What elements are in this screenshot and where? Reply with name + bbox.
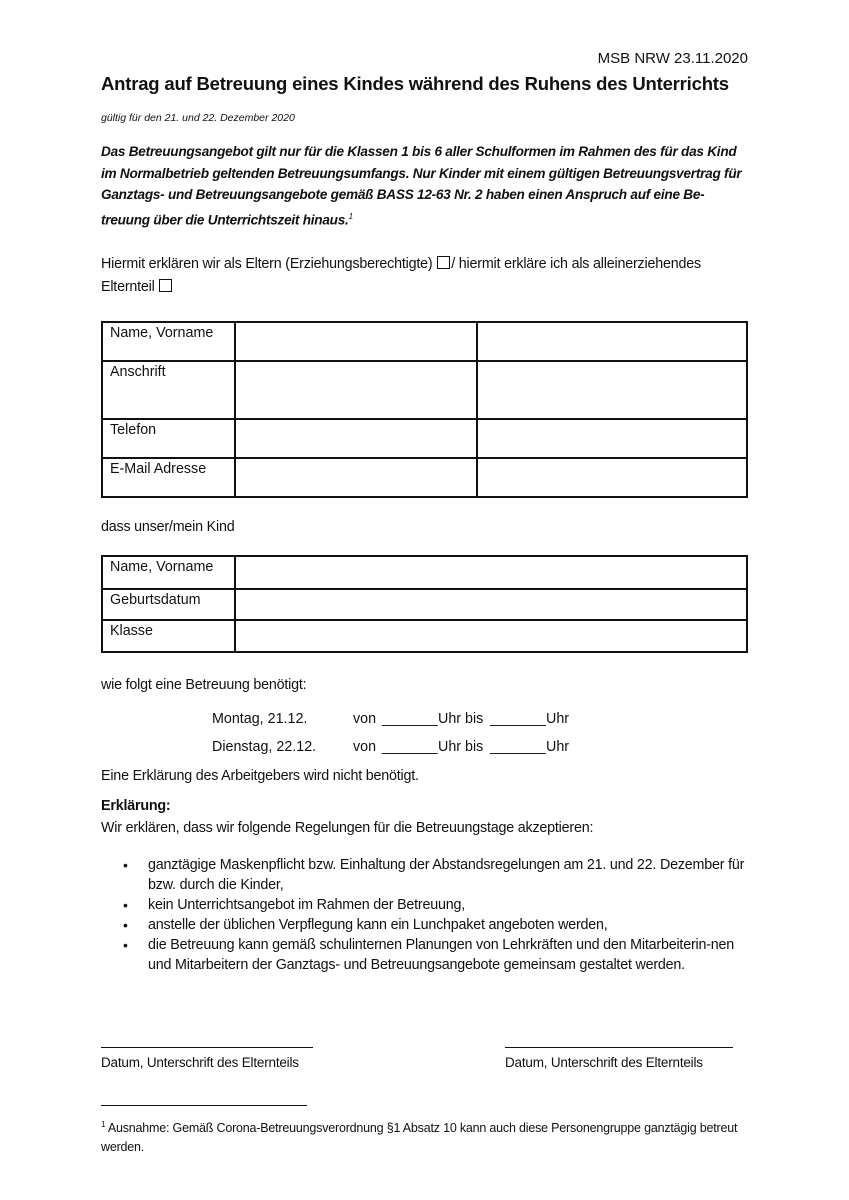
parent2-email-field[interactable] [477,458,747,497]
page-title: Antrag auf Betreuung eines Kindes während des Ruhens des Unterrichts [101,73,729,94]
row-label-birthdate: Geburtsdatum [102,589,235,620]
footnote [101,1115,751,1157]
row-label-name: Name, Vorname [102,322,235,361]
list-item: • anstelle der üblichen Verpflegung kann ein Lunchpaket angeboten werden, [101,915,761,935]
parent1-name-field[interactable] [235,322,477,361]
parent-declaration [101,253,751,299]
footnote-number: 1 [101,1120,106,1129]
parent1-address-field[interactable] [235,361,477,419]
schedule-end-label: Uhr [546,711,570,727]
tuesday-from-time-field[interactable]: _______ [382,739,438,755]
validity-note: gültig für den 21. und 22. Dezember 2020 [101,112,295,124]
checkbox-parents[interactable] [437,256,450,269]
signature-line-left[interactable] [101,1047,313,1048]
list-item: • die Betreuung kann gemäß schulinternen Planungen von Lehrkräften und den Mitarbeiterin-nen und Mitarbeitern der Ganztags- und Betreuungsangebote gemeinsam gestaltet werden. [101,935,761,975]
signature-line-right[interactable] [505,1047,733,1048]
table-row [102,556,747,589]
table-row [102,322,747,361]
schedule-day: Montag, 21.12. [212,711,308,727]
schedule-mid-label: Uhr bis [438,711,484,727]
monday-to-time-field[interactable]: _______ [490,711,546,727]
parent2-phone-field[interactable] [477,419,747,458]
parent2-address-field[interactable] [477,361,747,419]
schedule-from-label: von [353,711,377,727]
parent1-email-field[interactable] [235,458,477,497]
schedule-day: Dienstag, 22.12. [212,739,317,755]
table-row [102,419,747,458]
signature-label-left: Datum, Unterschrift des Elternteils [101,1055,299,1070]
statement-intro: Wir erklären, dass wir folgende Regelungen für die Betreuungstage akzeptieren: [101,820,594,836]
signature-label-right: Datum, Unterschrift des Elternteils [505,1055,703,1070]
parent1-phone-field[interactable] [235,419,477,458]
row-label-child-name: Name, Vorname [102,556,235,589]
list-item: • kein Unterrichtsangebot im Rahmen der Betreuung, [101,895,761,915]
child-class-field[interactable] [235,620,747,652]
schedule-intro: wie folgt eine Betreuung benötigt: [101,677,307,693]
parent-info-table [101,321,748,498]
list-item: • ganztägige Maskenpflicht bzw. Einhaltung der Abstandsregelungen am 21. und 22. Dezember für bzw. durch die Kinder, [101,855,761,895]
row-label-phone: Telefon [102,419,235,458]
row-label-address: Anschrift [102,361,235,419]
checkbox-single-parent[interactable] [159,279,172,292]
footnote-separator [101,1105,307,1106]
child-info-table [101,555,748,653]
statement-heading: Erklärung: [101,798,171,814]
declaration-text-single-parent: / hiermit erkläre ich als alleinerziehendes Elternteil [101,256,701,295]
rules-list [101,855,761,975]
child-name-field[interactable] [235,556,747,589]
footnote-reference: 1 [348,211,353,221]
employer-note: Eine Erklärung des Arbeitgebers wird nicht benötigt. [101,768,419,784]
monday-from-time-field[interactable]: _______ [382,711,438,727]
table-row [102,589,747,620]
declaration-text-parents: Hiermit erklären wir als Eltern (Erziehungsberechtigte) [101,256,433,272]
document-reference: MSB NRW 23.11.2020 [597,50,748,67]
table-row [102,458,747,497]
row-label-class: Klasse [102,620,235,652]
parent2-name-field[interactable] [477,322,747,361]
footnote-text: Ausnahme: Gemäß Corona-Betreuungsverordnung §1 Absatz 10 kann auch diese Personengruppe ganztägig betreut werden. [101,1121,738,1155]
tuesday-to-time-field[interactable]: _______ [490,739,546,755]
intro-paragraph [101,141,751,231]
intro-text: Das Betreuungsangebot gilt nur für die Klassen 1 bis 6 aller Schulformen im Rahmen des für das Kind im Normalbetrieb geltenden Betreuungsumfangs. Nur Kinder mit einem gültigen Betreuungsvertrag für Ganztags- und Betreuungsangebote gemäß BASS 12-63 Nr. 2 haben einen Anspruch auf eine Be-treuung über die Unterrichtszeit hinaus. [101,144,742,228]
row-label-email: E-Mail Adresse [102,458,235,497]
child-intro: dass unser/mein Kind [101,519,235,535]
schedule-from-label: von [353,739,377,755]
table-row [102,361,747,419]
table-row [102,620,747,652]
child-birthdate-field[interactable] [235,589,747,620]
schedule-mid-label: Uhr bis [438,739,484,755]
schedule-end-label: Uhr [546,739,570,755]
